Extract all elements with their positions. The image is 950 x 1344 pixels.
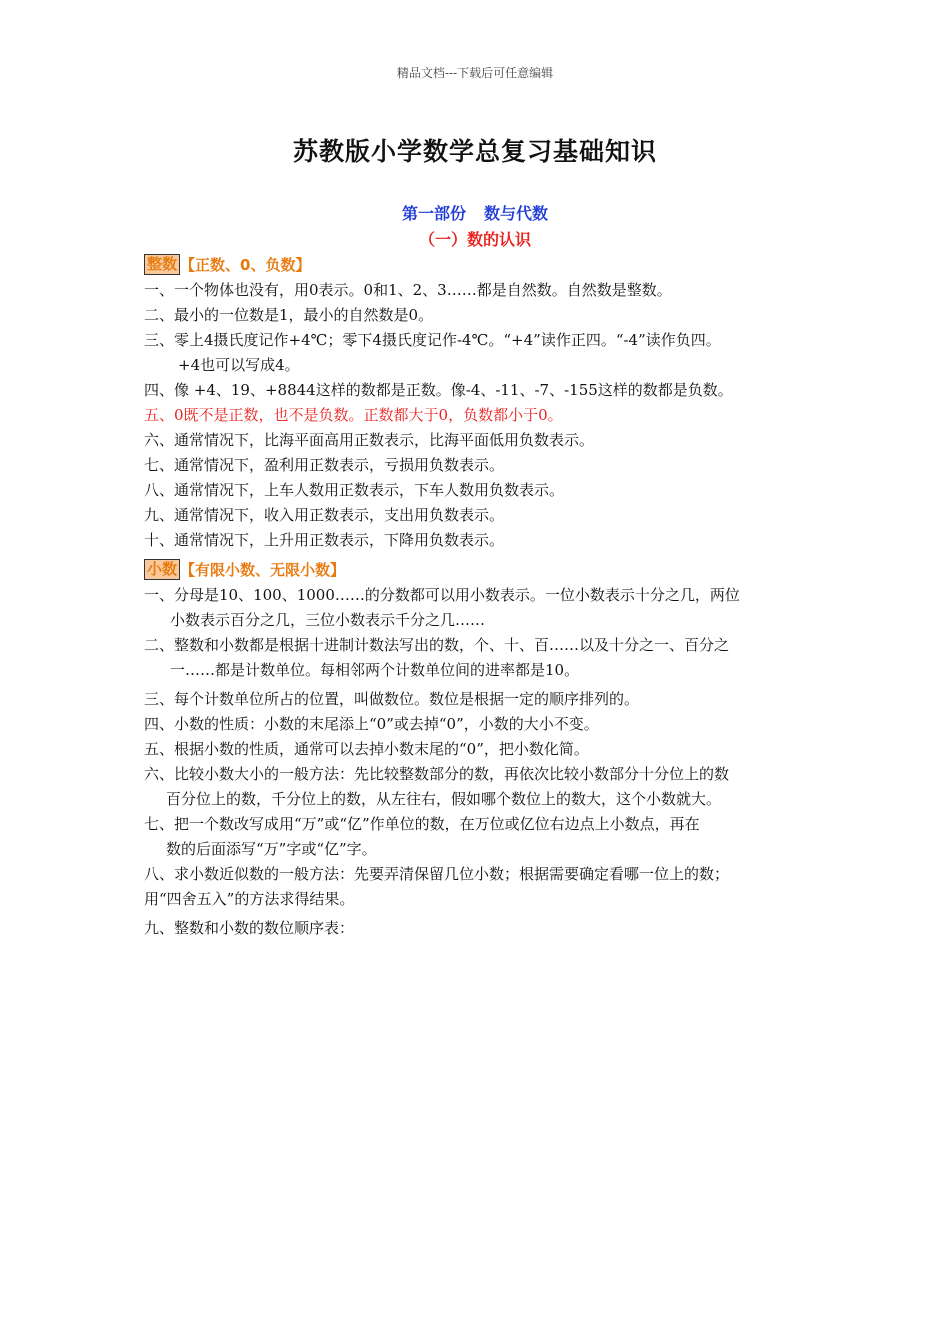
list-item-continuation-text: 一……都是计数单位。每相邻两个计数单位间的进率都是10。 — [170, 661, 580, 679]
list-item-highlighted: 五、0既不是正数，也不是负数。正数都大于0，负数都小于0。 — [144, 406, 563, 424]
list-item: 二、整数和小数都是根据十进制计数法写出的数，个、十、百……以及十分之一、百分之 — [144, 636, 730, 654]
list-item: 一、一个物体也没有，用0表示。0和1、2、3……都是自然数。自然数是整数。 — [144, 281, 672, 299]
list-item: 七、把一个数改写成用“万”或“亿”作单位的数，在万位或亿位右边点上小数点，再在 — [144, 815, 700, 833]
list-item-continuation — [144, 608, 834, 633]
page-header: 精品文档---下载后可任意编辑 — [396, 66, 554, 80]
section-heading-integers — [144, 252, 834, 276]
list-item-continuation-text: +4也可以写成4。 — [178, 356, 300, 374]
list-item: 九、通常情况下，收入用正数表示，支出用负数表示。 — [144, 506, 505, 524]
section-tag: 整数 — [144, 254, 180, 275]
list-item: 八、求小数近似数的一般方法：先要弄清保留几位小数；根据需要确定看哪一位上的数； — [144, 865, 730, 883]
list-item: 一、分母是10、100、1000……的分数都可以用小数表示。一位小数表示十分之几，两位 — [144, 586, 740, 604]
list-item-continuation-text: 小数表示百分之几，三位小数表示千分之几…… — [170, 611, 486, 629]
list-item-continuation — [144, 658, 834, 683]
part-label: 第一部份 — [401, 204, 466, 223]
list-item: 三、零上4摄氏度记作+4℃；零下4摄氏度记作-4℃。“+4”读作正四。“-4”读作负四。 — [144, 331, 721, 349]
document-body — [144, 252, 834, 941]
list-item-continuation: 用“四舍五入”的方法求得结果。 — [144, 890, 355, 908]
list-item: 七、通常情况下，盈利用正数表示，亏损用负数表示。 — [144, 456, 505, 474]
section-tag: 小数 — [144, 559, 180, 580]
section-title: 【正数、0、负数】 — [180, 255, 311, 274]
list-item: 四、小数的性质：小数的末尾添上“0”或去掉“0”，小数的大小不变。 — [144, 715, 599, 733]
list-item-continuation — [144, 837, 834, 862]
list-item: 六、比较小数大小的一般方法：先比较整数部分的数，再依次比较小数部分十分位上的数 — [144, 765, 730, 783]
list-item: 五、根据小数的性质，通常可以去掉小数末尾的“0”，把小数化简。 — [144, 740, 589, 758]
section-heading-decimals — [144, 557, 834, 581]
list-item-continuation-text: 百分位上的数，千分位上的数，从左往右，假如哪个数位上的数大，这个小数就大。 — [166, 790, 722, 808]
section-title: 【有限小数、无限小数】 — [180, 560, 346, 579]
list-item: 十、通常情况下，上升用正数表示，下降用负数表示。 — [144, 531, 505, 549]
list-item-continuation — [144, 787, 834, 812]
list-item: 九、整数和小数的数位顺序表： — [144, 919, 355, 937]
list-item-continuation-text: 数的后面添写“万”字或“亿”字。 — [166, 840, 377, 858]
subsection-heading: （一）数的认识 — [418, 230, 531, 249]
list-item: 二、最小的一位数是1，最小的自然数是0。 — [144, 306, 434, 324]
document-title: 苏教版小学数学总复习基础知识 — [292, 137, 657, 166]
part-name: 数与代数 — [484, 204, 549, 223]
list-item: 三、每个计数单位所占的位置，叫做数位。数位是根据一定的顺序排列的。 — [144, 690, 640, 708]
list-item: 八、通常情况下，上车人数用正数表示，下车人数用负数表示。 — [144, 481, 565, 499]
list-item: 四、像 +4、19、+8844这样的数都是正数。像-4、-11、-7、-155这样的数都是负数。 — [144, 381, 733, 399]
part-heading — [0, 201, 950, 224]
list-item-continuation — [144, 353, 834, 378]
list-item: 六、通常情况下，比海平面高用正数表示，比海平面低用负数表示。 — [144, 431, 595, 449]
